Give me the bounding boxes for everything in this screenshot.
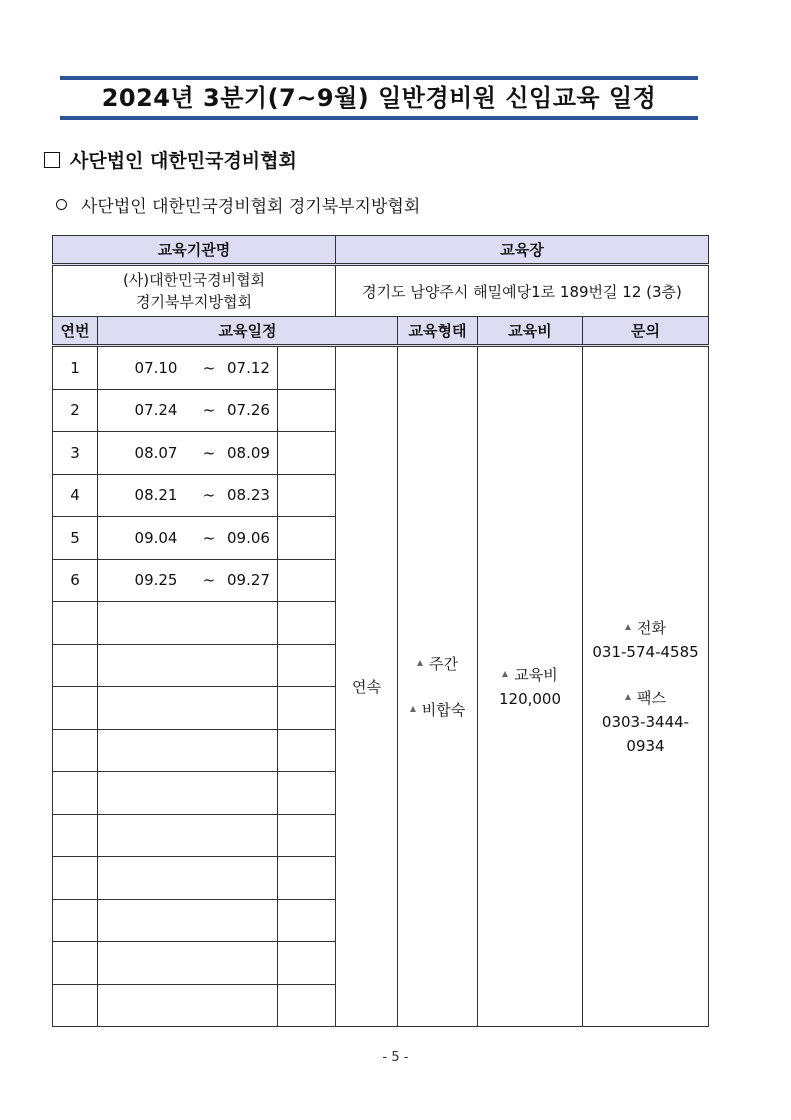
fax-value: 0303-3444-0934 [601, 712, 690, 755]
row-number [53, 772, 98, 815]
row-number [53, 942, 98, 985]
row-number: 6 [53, 559, 98, 602]
row-extra-cell [278, 517, 336, 560]
row-number [53, 814, 98, 857]
row-dates [98, 899, 278, 942]
end-date: 08.23 [227, 486, 270, 505]
org-name-line1: (사)대한민국경비협회 [122, 271, 266, 289]
row-extra-cell [278, 644, 336, 687]
row-extra-cell [278, 857, 336, 900]
header-schedule: 교육일정 [98, 317, 398, 346]
phone-value: 031-574-4585 [592, 642, 699, 661]
table-row [53, 346, 709, 390]
org-name-cell [53, 265, 336, 317]
row-dates [98, 772, 278, 815]
header-fee: 교육비 [478, 317, 583, 346]
row-dates [98, 346, 278, 390]
end-date: 08.09 [227, 443, 270, 462]
mode-cell: 연속 [336, 346, 398, 1027]
header-row-org [53, 236, 709, 265]
end-date: 07.26 [227, 401, 270, 420]
header-venue: 교육장 [336, 236, 709, 265]
subsection-heading [56, 192, 420, 217]
date-separator: ~ [202, 571, 216, 590]
row-dates [98, 517, 278, 560]
start-date: 07.10 [134, 358, 178, 377]
row-extra-cell [278, 814, 336, 857]
row-dates [98, 984, 278, 1027]
row-number [53, 602, 98, 645]
row-number: 2 [53, 389, 98, 432]
square-bullet-icon [44, 152, 60, 168]
start-date: 09.25 [134, 571, 178, 590]
title-rule-bottom [60, 116, 698, 120]
triangle-bullet-icon [625, 694, 631, 700]
header-contact: 문의 [583, 317, 709, 346]
fee-cell [478, 346, 583, 1027]
type-nonresidential: 비합숙 [421, 700, 466, 719]
row-dates [98, 602, 278, 645]
schedule-table [52, 235, 709, 1027]
row-extra-cell [278, 772, 336, 815]
start-date: 08.21 [134, 486, 178, 505]
end-date: 09.27 [227, 571, 270, 590]
row-number [53, 729, 98, 772]
triangle-bullet-icon [625, 624, 631, 630]
header-org: 교육기관명 [53, 236, 336, 265]
row-number [53, 687, 98, 730]
start-date: 08.07 [134, 443, 178, 462]
header-type: 교육형태 [398, 317, 478, 346]
row-extra-cell [278, 729, 336, 772]
page-title: 2024년 3분기(7~9월) 일반경비원 신임교육 일정 [101, 84, 657, 112]
start-date: 07.24 [134, 401, 178, 420]
row-extra-cell [278, 687, 336, 730]
header-no: 연번 [53, 317, 98, 346]
type-cell [398, 346, 478, 1027]
row-extra-cell [278, 984, 336, 1027]
venue-address: 경기도 남양주시 해밀예당1로 189번길 12 (3층) [336, 265, 709, 317]
title-banner [60, 76, 698, 120]
circle-bullet-icon [56, 199, 67, 210]
section-label: 사단법인 대한민국경비협회 [70, 150, 297, 172]
phone-label: 전화 [637, 618, 667, 637]
row-extra-cell [278, 602, 336, 645]
row-number [53, 984, 98, 1027]
row-number: 3 [53, 432, 98, 475]
page-number: - 5 - [382, 1050, 409, 1065]
row-number [53, 899, 98, 942]
date-separator: ~ [202, 401, 216, 420]
row-extra-cell [278, 346, 336, 390]
triangle-bullet-icon [410, 706, 416, 712]
row-extra-cell [278, 389, 336, 432]
row-dates [98, 942, 278, 985]
section-heading [44, 146, 297, 173]
row-number [53, 644, 98, 687]
row-dates [98, 432, 278, 475]
triangle-bullet-icon [417, 660, 423, 666]
contact-cell [583, 346, 709, 1027]
row-dates [98, 389, 278, 432]
row-extra-cell [278, 899, 336, 942]
fax-label: 팩스 [637, 688, 667, 707]
row-number: 1 [53, 346, 98, 390]
row-number [53, 857, 98, 900]
row-dates [98, 814, 278, 857]
fee-label: 교육비 [514, 665, 558, 684]
org-name-line2: 경기북부지방협회 [136, 293, 252, 311]
header-row-schedule [53, 317, 709, 346]
date-separator: ~ [202, 358, 216, 377]
end-date: 09.06 [227, 528, 270, 547]
row-dates [98, 857, 278, 900]
row-extra-cell [278, 942, 336, 985]
date-separator: ~ [202, 443, 216, 462]
date-separator: ~ [202, 528, 216, 547]
row-extra-cell [278, 432, 336, 475]
row-extra-cell [278, 559, 336, 602]
row-number: 5 [53, 517, 98, 560]
type-day: 주간 [429, 654, 458, 673]
triangle-bullet-icon [502, 671, 508, 677]
row-dates [98, 474, 278, 517]
start-date: 09.04 [134, 528, 178, 547]
row-extra-cell [278, 474, 336, 517]
row-dates [98, 687, 278, 730]
row-number: 4 [53, 474, 98, 517]
row-dates [98, 559, 278, 602]
date-separator: ~ [202, 486, 216, 505]
org-row [53, 265, 709, 317]
row-dates [98, 729, 278, 772]
fee-value: 120,000 [498, 689, 562, 708]
subsection-label: 사단법인 대한민국경비협회 경기북부지방협회 [81, 197, 421, 217]
row-dates [98, 644, 278, 687]
end-date: 07.12 [227, 358, 270, 377]
